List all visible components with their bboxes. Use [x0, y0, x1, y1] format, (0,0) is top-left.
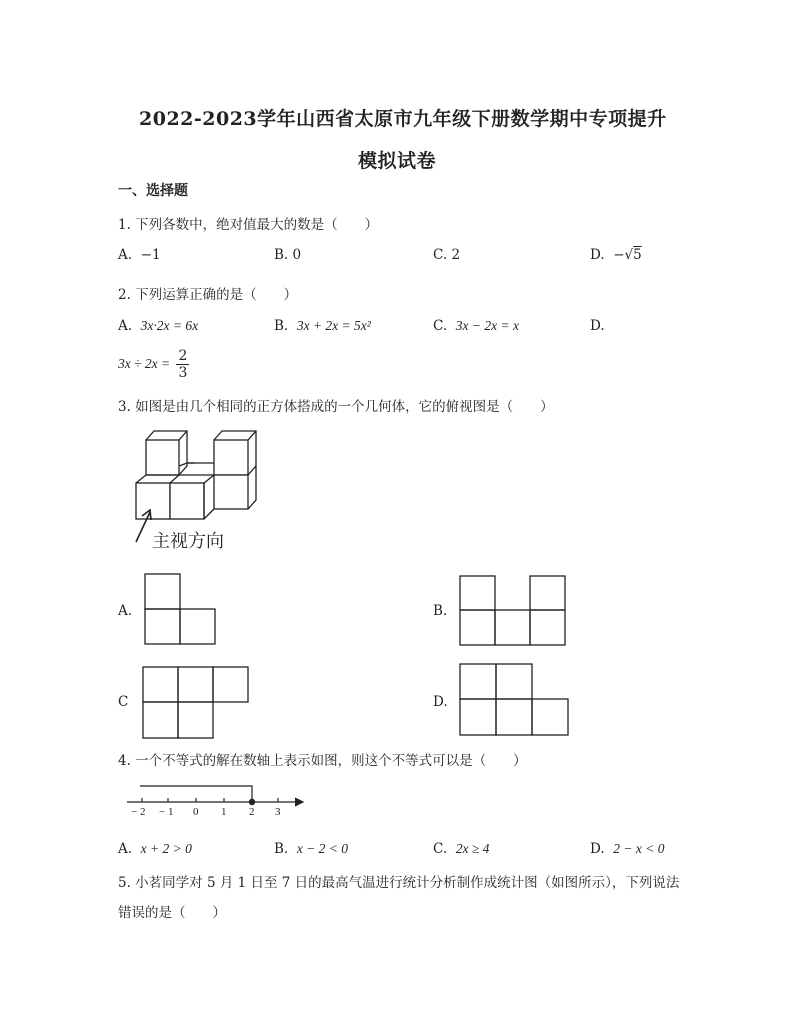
tick-label: 0 [193, 806, 199, 818]
q4-option-a-label: A. [118, 841, 133, 857]
q1-option-d-radical: √ [624, 247, 634, 263]
question-1-stem: 1. 下列各数中，绝对值最大的数是（ ） [118, 217, 379, 233]
q2-option-b-expr: 3x + 2x = 5x² [296, 318, 371, 333]
fraction-denominator: 3 [178, 365, 188, 381]
q1-option-b-value: 0 [292, 247, 302, 263]
number-line-arrow [295, 798, 303, 806]
q3-option-d-label: D. [433, 694, 448, 710]
q3-option-b-label: B. [433, 603, 448, 619]
q4-option-a-expr: x + 2 > 0 [140, 841, 192, 856]
question-5-stem-line1: 5. 小茗同学对 5 月 1 日至 7 日的最高气温进行统计分析制作成统计图（如图所示），下列说法 [118, 875, 680, 891]
page-title: 2022-2023学年山西省太原市九年级下册数学期中专项提升 [139, 108, 667, 130]
q4-option-d [590, 841, 664, 857]
q1-option-a [118, 247, 161, 263]
page-subtitle: 模拟试卷 [358, 150, 437, 172]
q1-option-b [274, 247, 301, 263]
question-5-stem-line2: 错误的是（ ） [118, 905, 226, 921]
q1-option-c-label: C. [433, 247, 448, 263]
section-heading: 一、选择题 [118, 183, 188, 199]
view-direction-label: 主视方向 [152, 531, 224, 552]
q1-option-d-minus: − [613, 247, 625, 263]
q1-option-c-value: 2 [451, 247, 461, 263]
q2-option-b [274, 318, 371, 334]
q1-option-d [590, 247, 642, 263]
tick-label: 1 [221, 806, 227, 818]
q4-option-a [118, 841, 192, 857]
q4-option-d-expr: 2 − x < 0 [613, 841, 665, 856]
q4-option-b-expr: x − 2 < 0 [296, 841, 349, 856]
q4-option-c-label: C. [433, 841, 448, 857]
q3-option-b-figure [459, 575, 569, 647]
question-3-stem: 3. 如图是由几个相同的正方体搭成的一个几何体，它的俯视图是（ ） [118, 399, 554, 415]
q2-option-c [433, 318, 519, 334]
q1-option-a-label: A. [118, 247, 133, 263]
tick-label: 3 [275, 806, 281, 818]
tick-label: − 1 [159, 806, 174, 818]
q2-option-b-label: B. [274, 318, 289, 334]
q2-option-d [118, 348, 189, 381]
q2-option-d-fraction [176, 348, 189, 381]
question-4-stem: 4. 一个不等式的解在数轴上表示如图，则这个不等式可以是（ ） [118, 753, 527, 769]
q2-option-a [118, 318, 198, 334]
q4-option-c-expr: 2x ≥ 4 [455, 841, 490, 856]
fraction-numerator: 2 [178, 348, 188, 364]
q3-option-d-figure [459, 663, 571, 737]
q2-option-d-label: D. [590, 318, 605, 334]
number-line-ticks [125, 806, 315, 820]
q1-option-d-radicand: 5 [633, 247, 642, 263]
q1-option-c [433, 247, 460, 263]
tick-label: − 2 [131, 806, 146, 818]
solution-range-line [140, 786, 252, 800]
q4-option-d-label: D. [590, 841, 605, 857]
question-2-stem: 2. 下列运算正确的是（ ） [118, 287, 298, 303]
q2-option-c-expr: 3x − 2x = x [455, 318, 519, 333]
q1-option-a-value: −1 [140, 247, 161, 263]
q3-option-c-figure [142, 666, 252, 740]
q3-option-a-figure [144, 573, 219, 645]
q4-option-b [274, 841, 348, 857]
q1-option-b-label: B. [274, 247, 289, 263]
q1-option-d-label: D. [590, 247, 605, 263]
q4-option-c [433, 841, 489, 857]
q2-option-c-label: C. [433, 318, 448, 334]
solution-endpoint-dot [249, 799, 254, 804]
q4-option-b-label: B. [274, 841, 289, 857]
q3-option-c-label: C [118, 694, 129, 710]
q2-option-a-label: A. [118, 318, 133, 334]
tick-label: 2 [249, 806, 255, 818]
q3-option-a-label: A. [118, 603, 133, 619]
q2-option-d-expr: 3x ÷ 2x = [118, 356, 171, 371]
q2-option-a-expr: 3x·2x = 6x [140, 318, 199, 333]
